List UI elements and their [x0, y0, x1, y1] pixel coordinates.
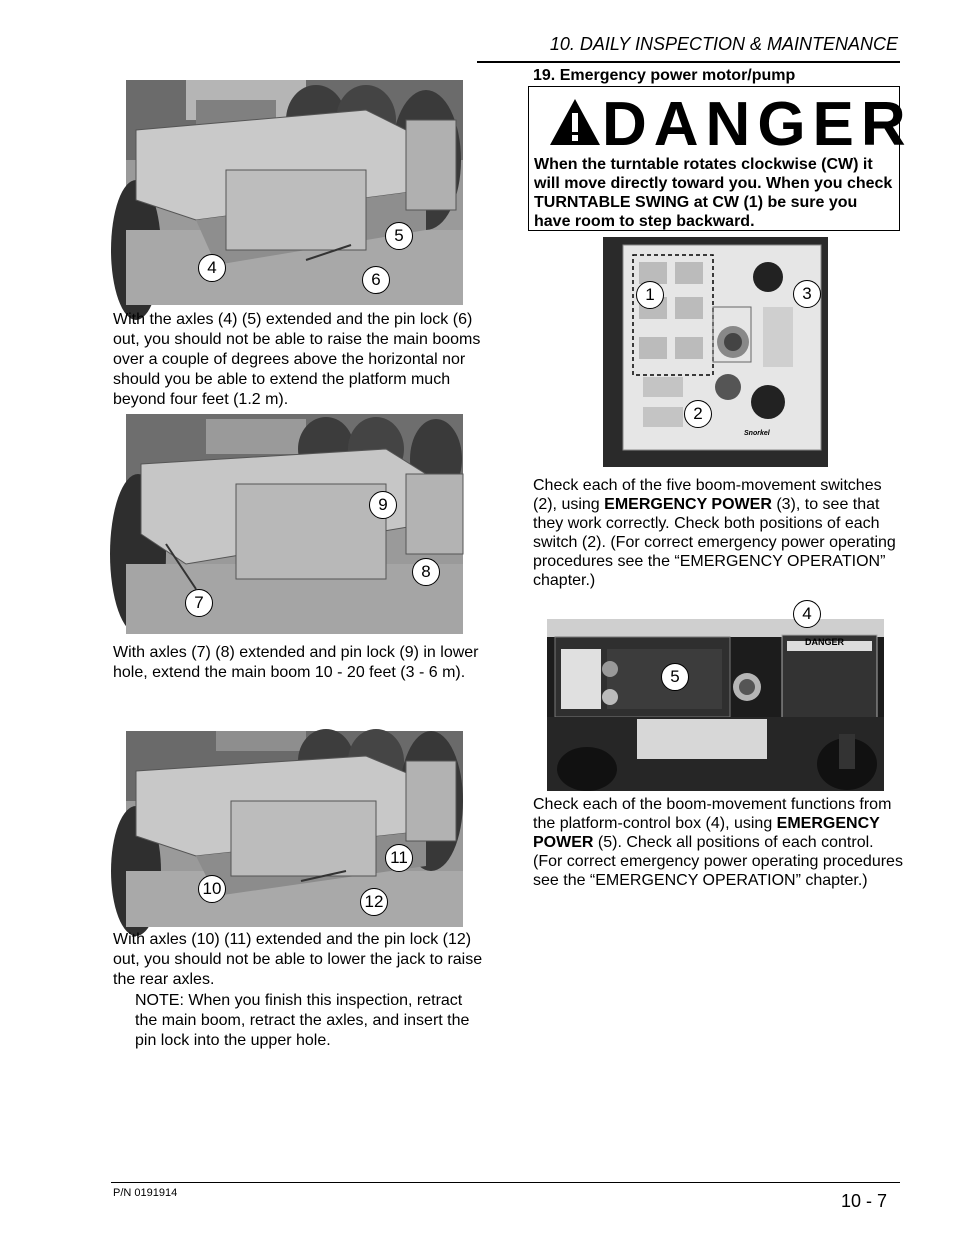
axle-photo-2-illustration [126, 414, 463, 634]
callout-11: 11 [385, 844, 413, 872]
danger-heading: DANGER [602, 90, 913, 159]
callout-4: 4 [198, 254, 226, 282]
paragraph-boom-functions [533, 795, 903, 890]
paragraph-axles-10-11: With axles (10) (11) extended and the pin lock (12) out, you should not be able to lower the jack to raise the rear axles. [113, 931, 483, 988]
page-number: 10 - 7 [841, 1191, 888, 1211]
axle-photo-1 [126, 80, 463, 305]
axle-photo-2 [126, 414, 463, 634]
emergency-power-label-2: EMERGENCY POWER [533, 815, 880, 851]
part-number: P/N 0191914 [113, 1187, 178, 1199]
paragraph-axles-4-5: With the axles (4) (5) extended and the pin lock (6) out, you should not be able to raise the main booms over a couple of degrees above the horizontal nor should you be able to extend the platform much beyond four feet (1.2 m). [113, 311, 481, 408]
ground-control-box-photo [603, 237, 828, 467]
paragraph-boom-functions-start: Check each of the boom-movement functions from the platform-control box (4), using [533, 796, 892, 832]
paragraph-axles-7-8: With axles (7) (8) extended and pin lock (9) in lower hole, extend the main boom 10 - 20 feet (3 - 6 m). [113, 644, 479, 681]
callout-2: 2 [684, 400, 712, 428]
axle-photo-3-illustration [126, 731, 463, 927]
paragraph-boom-switches-start: Check each of the five boom-movement switches (2), using [533, 477, 882, 513]
callout-7: 7 [185, 589, 213, 617]
callout-12: 12 [360, 888, 388, 916]
danger-message: When the turntable rotates clockwise (CW) it will move directly toward you. When you check TURNTABLE SWING at CW (1) be sure you have room to step backward. [534, 156, 893, 230]
inspection-note: NOTE: When you finish this inspection, retract the main boom, retract the axles, and insert the pin lock into the upper hole. [135, 992, 470, 1049]
callout-10: 10 [198, 875, 226, 903]
header-rule [477, 61, 900, 63]
paragraph-boom-switches-end: (3), to see that they work correctly. Check both positions of each switch (2). (For correct emergency power operating procedures see the “EMERGENCY OPERATION” chapter.) [533, 496, 896, 589]
callout-5-platform: 5 [661, 663, 689, 691]
paragraph-boom-functions-end: (5). Check all positions of each control. (For correct emergency power operating procedures see the “EMERGENCY OPERATION” chapter.) [533, 834, 903, 889]
paragraph-boom-switches [533, 476, 903, 590]
danger-panel-label: DANGER [805, 637, 845, 647]
callout-1: 1 [636, 281, 664, 309]
chapter-header: 10. DAILY INSPECTION & MAINTENANCE [549, 34, 898, 54]
callout-5: 5 [385, 222, 413, 250]
axle-photo-1-illustration [126, 80, 463, 305]
section-title: 19. Emergency power motor/pump [533, 67, 796, 84]
callout-8: 8 [412, 558, 440, 586]
callout-9: 9 [369, 491, 397, 519]
callout-3: 3 [793, 280, 821, 308]
callout-6: 6 [362, 266, 390, 294]
callout-4-platform: 4 [793, 600, 821, 628]
axle-photo-3 [126, 731, 463, 927]
emergency-power-label: EMERGENCY POWER [604, 496, 772, 513]
warning-triangle-icon [548, 97, 602, 147]
ground-control-box-illustration [603, 237, 828, 467]
footer-rule [111, 1182, 900, 1183]
platform-control-box-photo [547, 604, 884, 791]
brand-logo: Snorkel [744, 430, 770, 437]
